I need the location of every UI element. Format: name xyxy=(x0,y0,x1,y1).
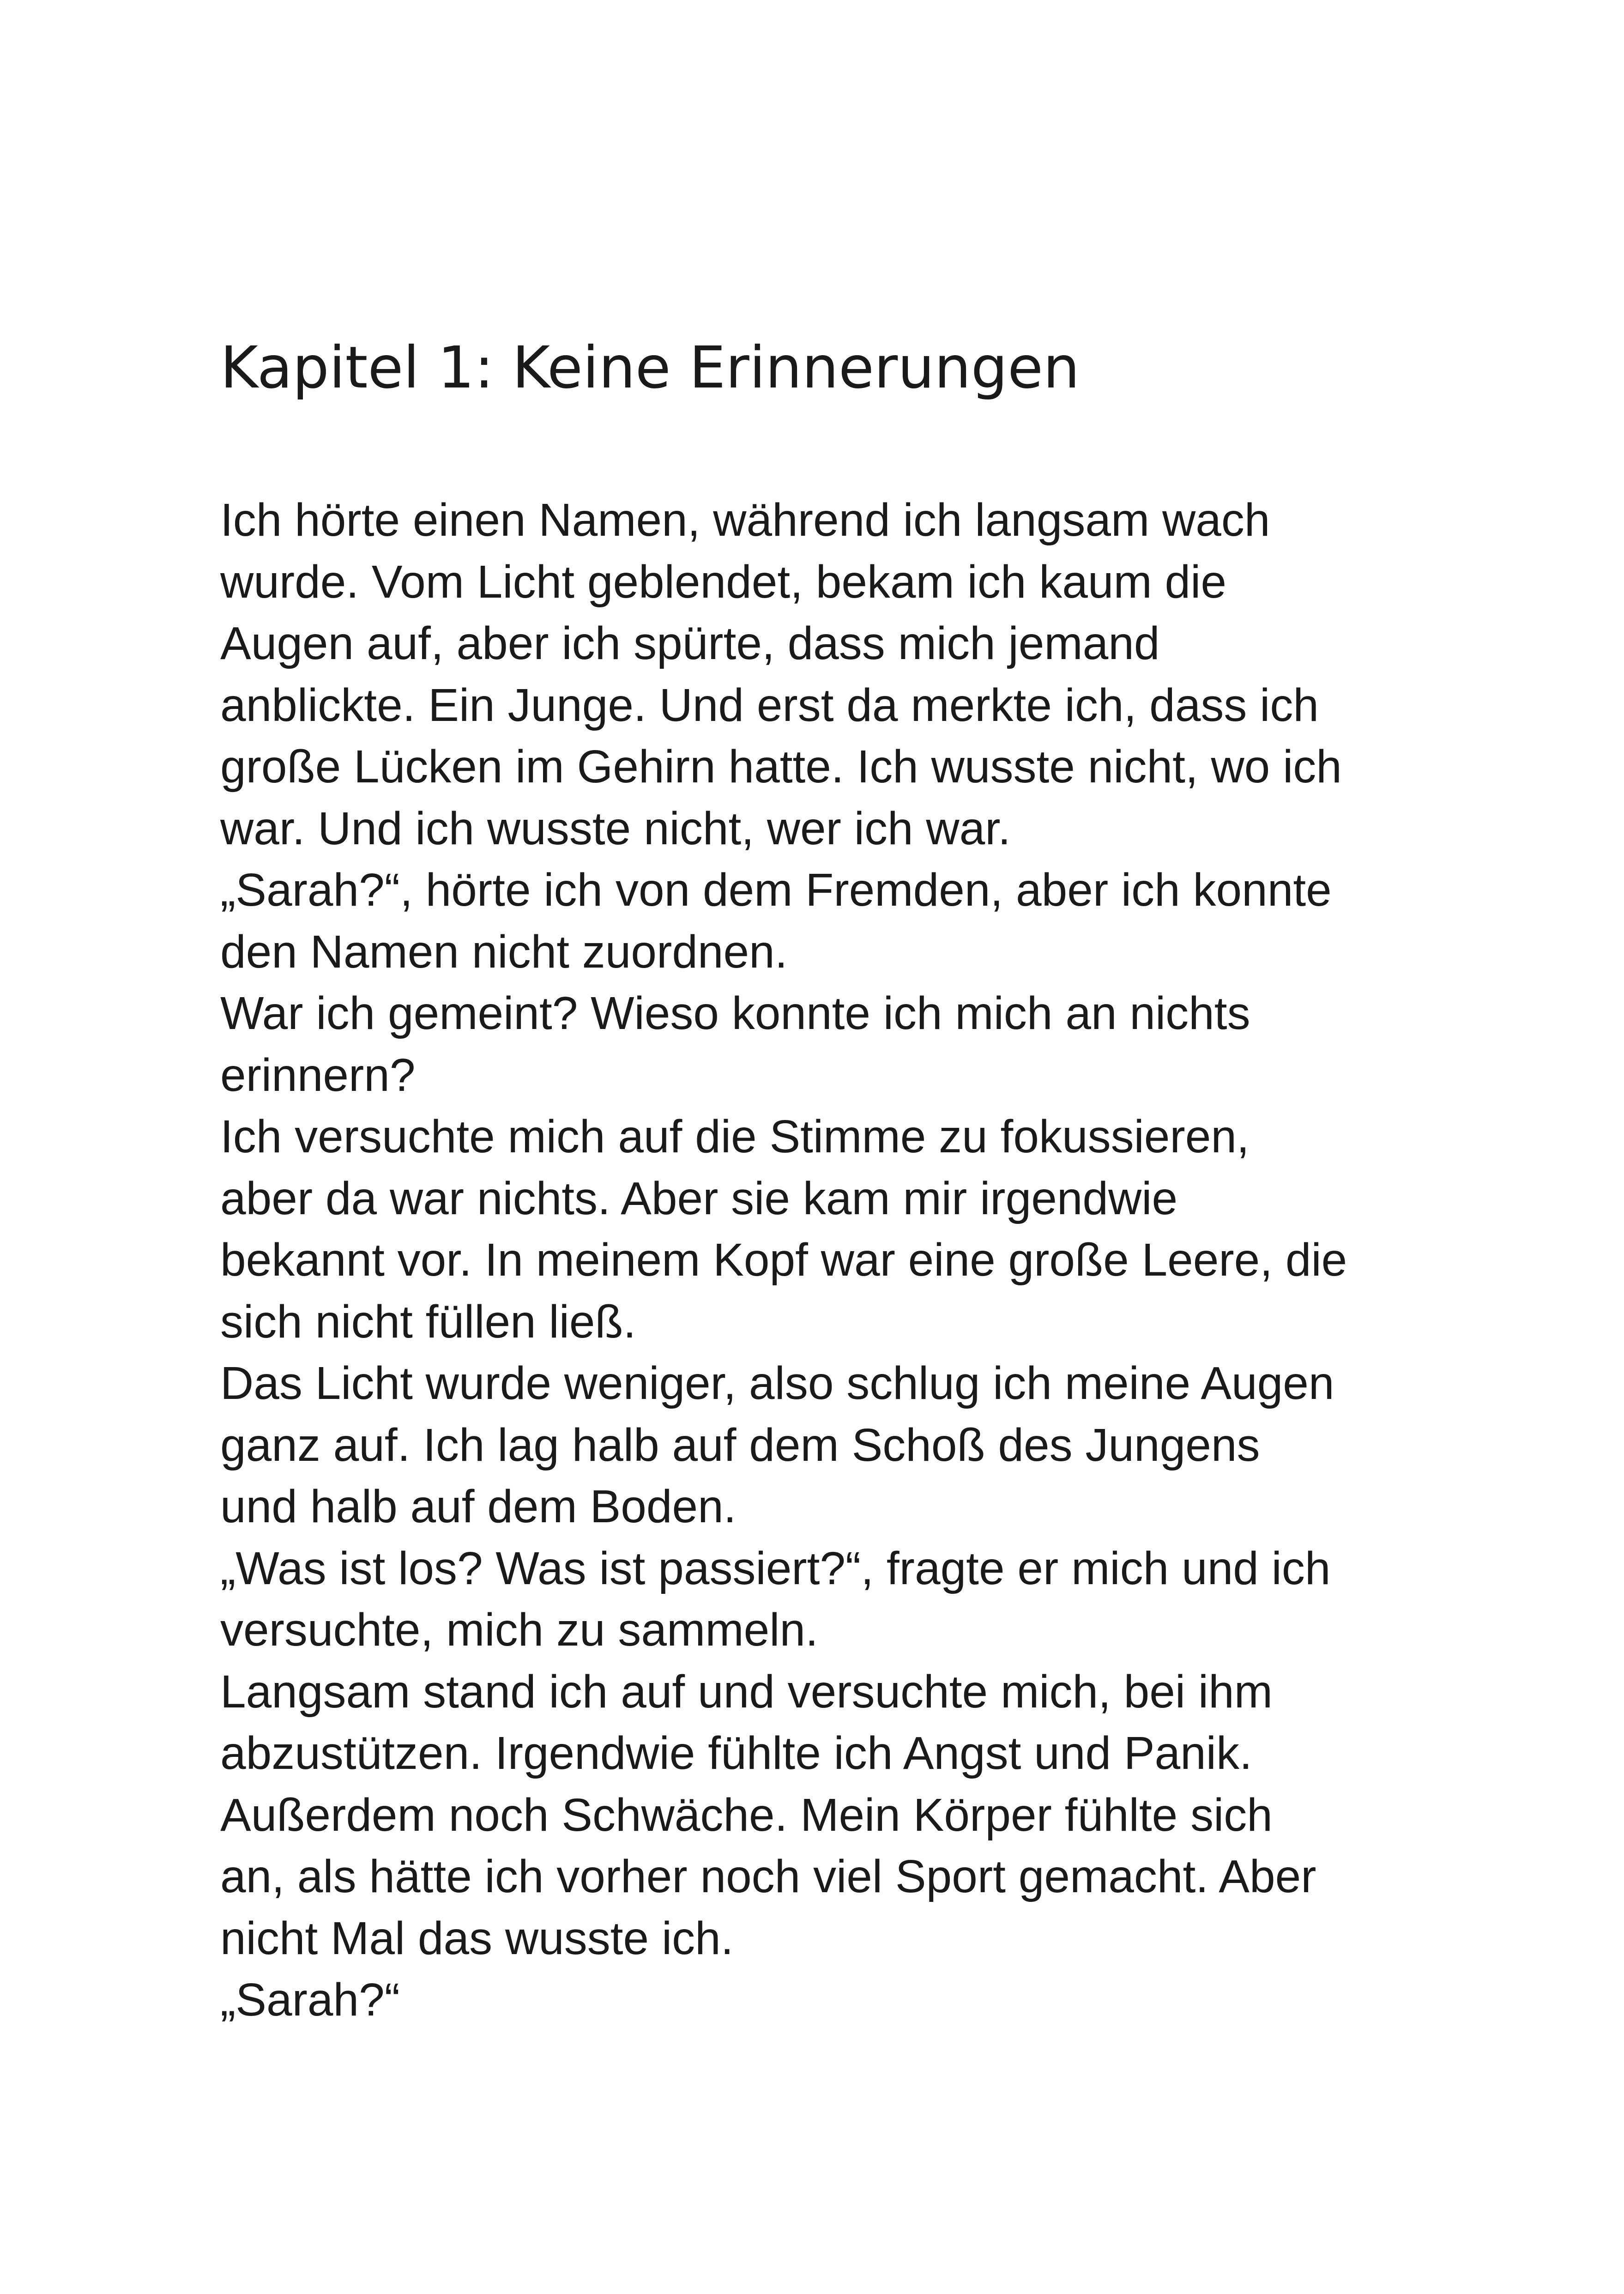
text-line: ganz auf. Ich lag halb auf dem Schoß des Jungens xyxy=(220,1419,1260,1471)
text-line: Außerdem noch Schwäche. Mein Körper fühlte sich xyxy=(220,1789,1273,1841)
text-line: „Was ist los? Was ist passiert?“, fragte er mich und ich xyxy=(220,1542,1331,1594)
text-line: Augen auf, aber ich spürte, dass mich jemand xyxy=(220,617,1160,669)
text-line: „Sarah?“, hörte ich von dem Fremden, aber ich konnte xyxy=(220,864,1332,916)
text-line: abzustützen. Irgendwie fühlte ich Angst und Panik. xyxy=(220,1727,1252,1779)
chapter-body xyxy=(220,490,1402,2031)
text-line: „Sarah?“ xyxy=(220,1974,400,2026)
text-line: große Lücken im Gehirn hatte. Ich wusste nicht, wo ich xyxy=(220,741,1342,793)
text-line: Das Licht wurde weniger, also schlug ich meine Augen xyxy=(220,1357,1334,1409)
text-line: Langsam stand ich auf und versuchte mich, bei ihm xyxy=(220,1665,1273,1718)
text-line: Ich hörte einen Namen, während ich langsam wach xyxy=(220,494,1270,546)
text-line: wurde. Vom Licht geblendet, bekam ich kaum die xyxy=(220,556,1227,608)
text-line: erinnern? xyxy=(220,1049,416,1101)
text-line: aber da war nichts. Aber sie kam mir irgendwie xyxy=(220,1172,1178,1224)
text-line: Ich versuchte mich auf die Stimme zu fokussieren, xyxy=(220,1111,1250,1162)
chapter-title: Kapitel 1: Keine Erinnerungen xyxy=(220,334,1080,401)
text-line: anblickte. Ein Junge. Und erst da merkte ich, dass ich xyxy=(220,679,1319,731)
text-line: sich nicht füllen ließ. xyxy=(220,1295,636,1348)
text-line: war. Und ich wusste nicht, wer ich war. xyxy=(220,802,1011,854)
text-line: War ich gemeint? Wieso konnte ich mich an nichts xyxy=(220,987,1250,1039)
text-line: versuchte, mich zu sammeln. xyxy=(220,1604,818,1656)
text-line: und halb auf dem Boden. xyxy=(220,1481,737,1532)
text-line: nicht Mal das wusste ich. xyxy=(220,1912,734,1964)
text-line: den Namen nicht zuordnen. xyxy=(220,926,788,978)
text-line: bekannt vor. In meinem Kopf war eine große Leere, die xyxy=(220,1234,1347,1286)
text-line: an, als hätte ich vorher noch viel Sport gemacht. Aber xyxy=(220,1851,1316,1902)
